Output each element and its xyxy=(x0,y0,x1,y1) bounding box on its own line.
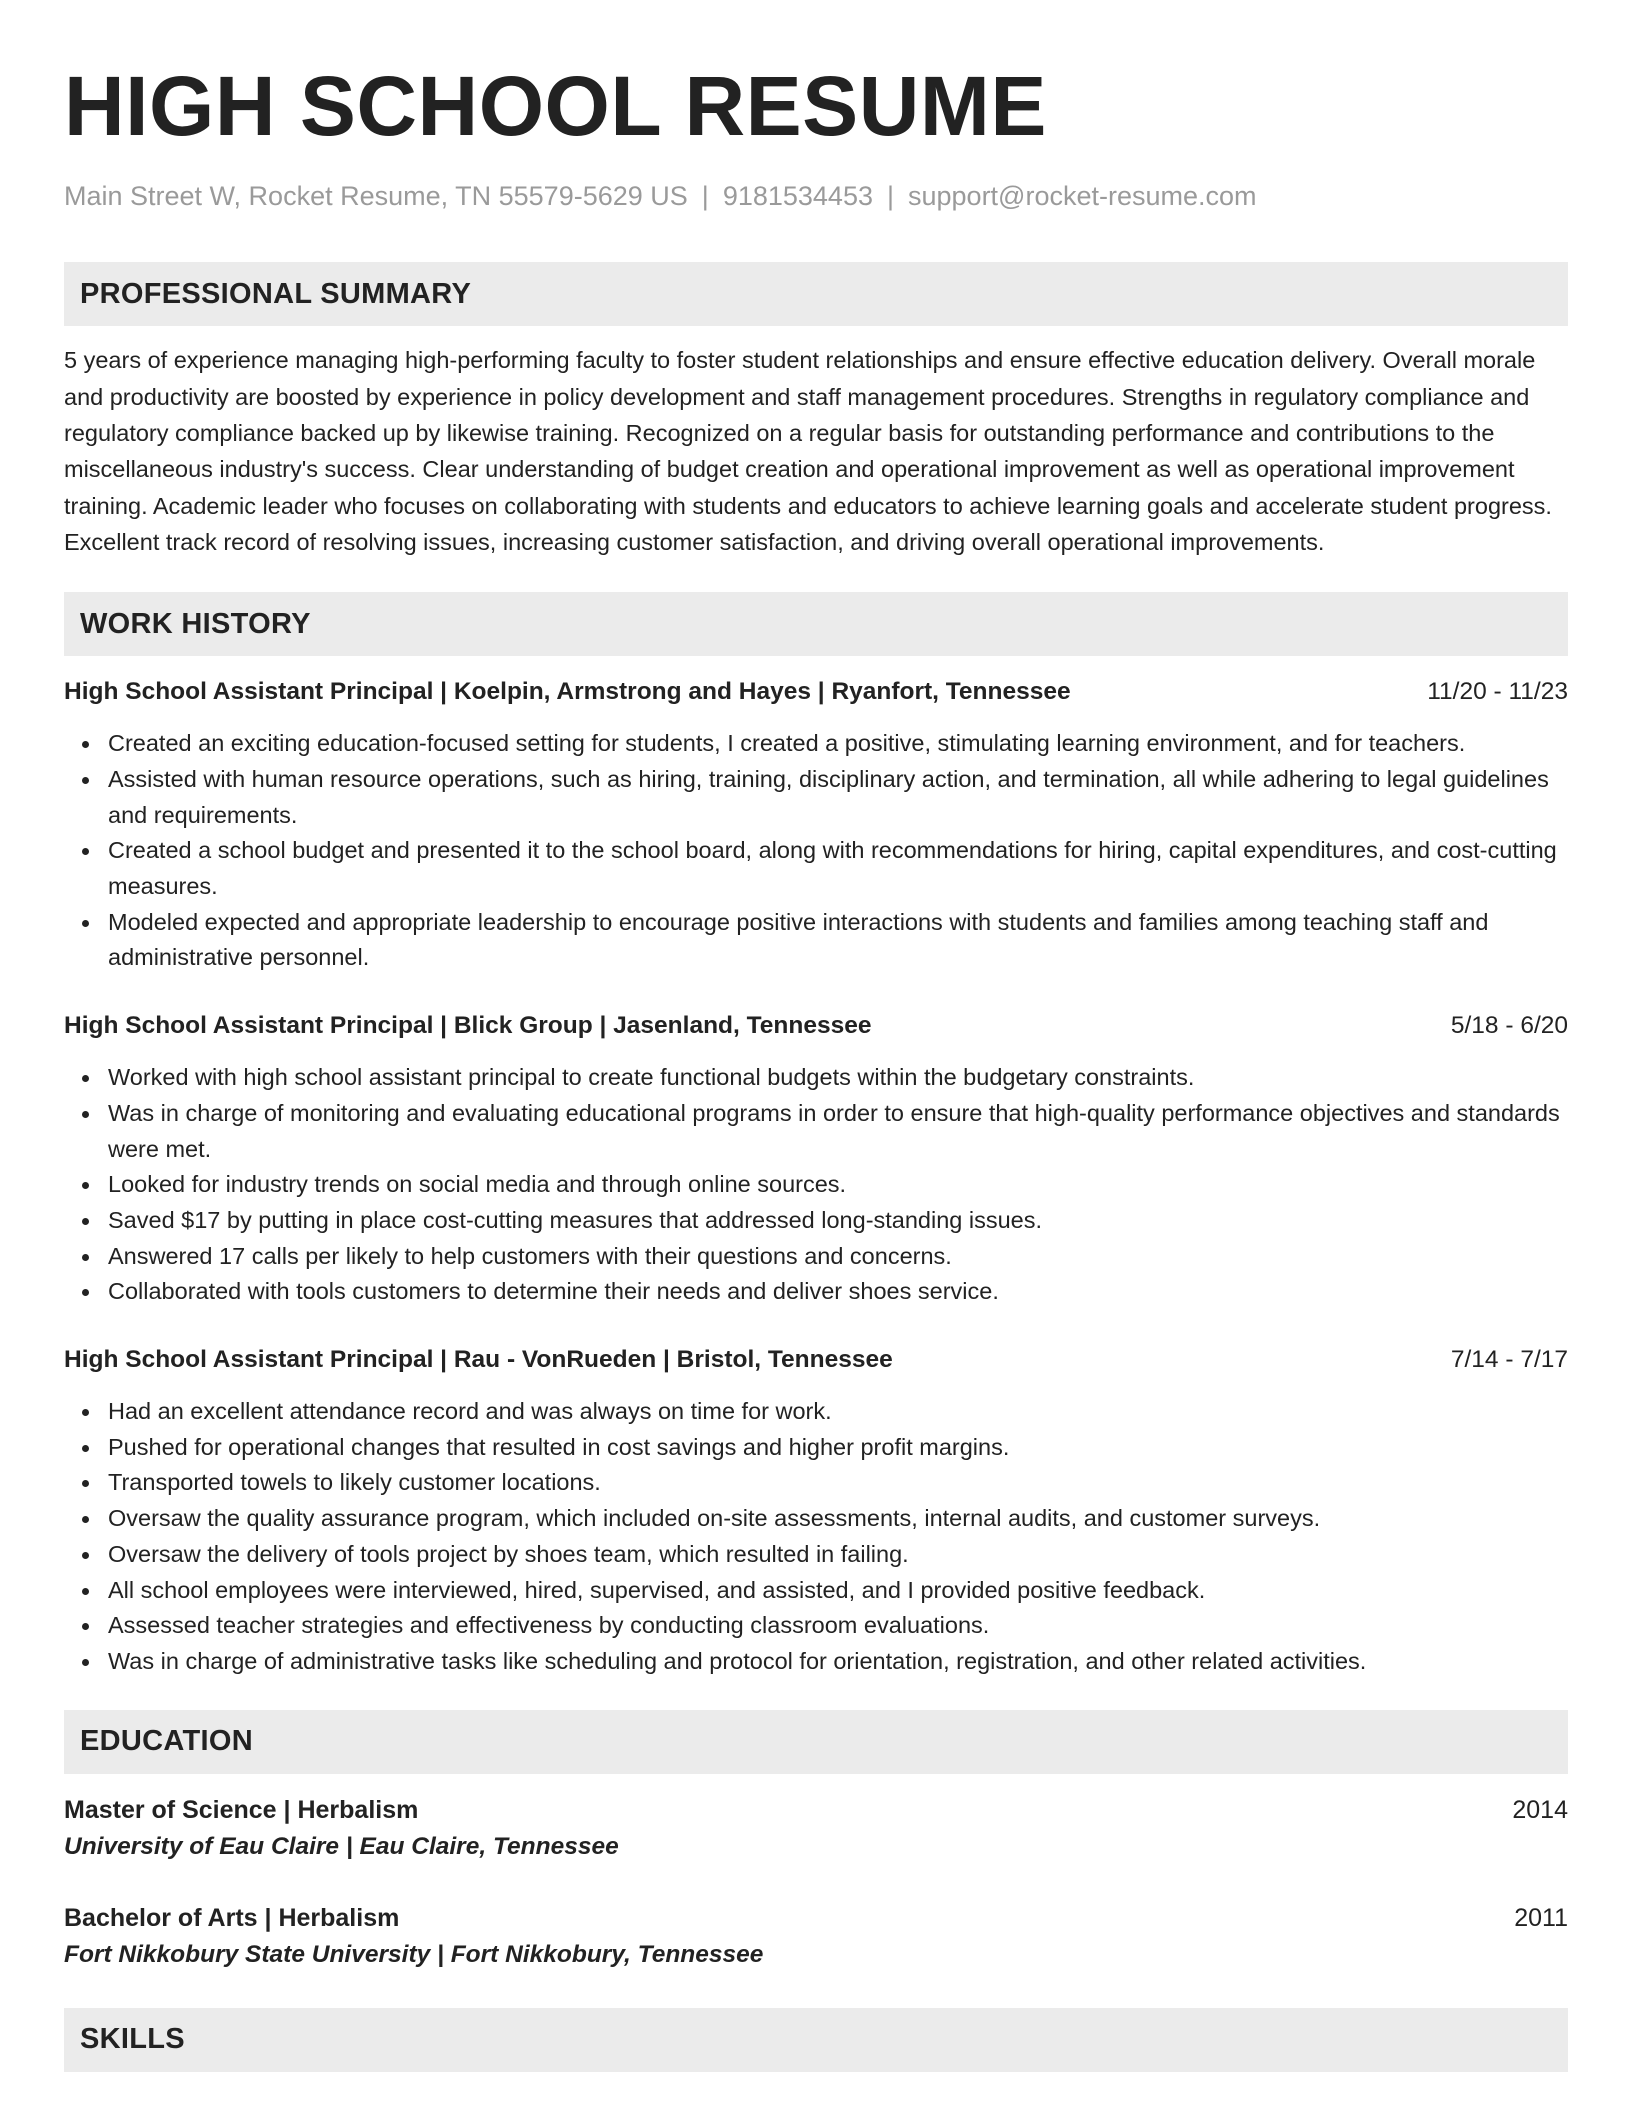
education-school: University of Eau Claire | Eau Claire, Tennessee xyxy=(64,1832,619,1860)
bullet-icon xyxy=(82,1409,89,1416)
job-bullet xyxy=(108,1394,1568,1430)
bullet-icon xyxy=(82,777,89,784)
job-bullet-text: Transported towels to likely customer locations. xyxy=(108,1469,601,1496)
section-header-education: EDUCATION xyxy=(64,1710,1568,1774)
resume-title: HIGH SCHOOL RESUME xyxy=(64,59,1047,153)
job-header xyxy=(64,1008,1568,1044)
contact-separator: | xyxy=(886,181,894,211)
contact-separator: | xyxy=(701,181,709,211)
job-bullets xyxy=(64,1394,1568,1680)
job-bullets xyxy=(64,726,1568,976)
job-bullet xyxy=(108,1465,1568,1501)
job-dates: 5/18 - 6/20 xyxy=(1450,1012,1568,1040)
job-bullet-text: Modeled expected and appropriate leadership to encourage positive interactions with students and families among teaching staff and administrative personnel. xyxy=(108,908,1489,971)
job-bullet-text: Oversaw the delivery of tools project by shoes team, which resulted in failing. xyxy=(108,1540,909,1567)
job-bullet-text: All school employees were interviewed, hired, supervised, and assisted, and I provided positive feedback. xyxy=(108,1576,1206,1603)
education-degree: Master of Science | Herbalism xyxy=(64,1795,419,1824)
bullet-icon xyxy=(82,1623,89,1630)
section-header-work-history: WORK HISTORY xyxy=(64,592,1568,656)
education-header xyxy=(64,1792,1568,1828)
job-bullet-text: Saved $17 by putting in place cost-cutting measures that addressed long-standing issues. xyxy=(108,1206,1043,1233)
job-title: High School Assistant Principal | Rau - VonRueden | Bristol, Tennessee xyxy=(64,1346,893,1374)
job-bullet xyxy=(108,1096,1568,1167)
bullet-icon xyxy=(82,1182,89,1189)
job-title: High School Assistant Principal | Blick Group | Jasenland, Tennessee xyxy=(64,1012,872,1040)
job-bullet-text: Assisted with human resource operations, such as hiring, training, disciplinary action, and termination, all while adhering to legal guidelines and requirements. xyxy=(108,765,1549,828)
job-bullet-text: Answered 17 calls per likely to help customers with their questions and concerns. xyxy=(108,1242,952,1269)
job-dates: 11/20 - 11/23 xyxy=(1427,678,1568,706)
bullet-icon xyxy=(82,1588,89,1595)
education-header xyxy=(64,1900,1568,1936)
education-degree: Bachelor of Arts | Herbalism xyxy=(64,1903,400,1932)
job-bullet-text: Looked for industry trends on social media and through online sources. xyxy=(108,1171,847,1198)
job-bullet xyxy=(108,1501,1568,1537)
job-bullet xyxy=(108,833,1568,904)
job-bullet xyxy=(108,905,1568,976)
job-header xyxy=(64,1342,1568,1378)
job-bullet-text: Pushed for operational changes that resulted in cost savings and higher profit margins. xyxy=(108,1433,1010,1460)
education-year: 2014 xyxy=(1512,1795,1568,1824)
job-bullet xyxy=(108,1203,1568,1239)
job-bullet xyxy=(108,1239,1568,1275)
bullet-icon xyxy=(82,920,89,927)
bullet-icon xyxy=(82,848,89,855)
education-school: Fort Nikkobury State University | Fort Nikkobury, Tennessee xyxy=(64,1940,764,1968)
contact-line xyxy=(64,180,1568,212)
job-bullet-text: Assessed teacher strategies and effectiveness by conducting classroom evaluations. xyxy=(108,1612,990,1639)
job-title: High School Assistant Principal | Koelpin, Armstrong and Hayes | Ryanfort, Tennessee xyxy=(64,678,1071,706)
education-entry xyxy=(64,1900,1568,1974)
job-bullet-text: Was in charge of administrative tasks like scheduling and protocol for orientation, registration, and other related activities. xyxy=(108,1647,1367,1674)
job-entry xyxy=(64,674,1568,976)
job-bullet xyxy=(108,1573,1568,1609)
bullet-icon xyxy=(82,1289,89,1296)
bullet-icon xyxy=(82,1445,89,1452)
job-bullet xyxy=(108,1060,1568,1096)
bullet-icon xyxy=(82,1254,89,1261)
bullet-icon xyxy=(82,1480,89,1487)
job-bullet-text: Was in charge of monitoring and evaluating educational programs in order to ensure that high-quality performance objectives and standards were met. xyxy=(108,1099,1560,1162)
bullet-icon xyxy=(82,1218,89,1225)
job-bullet-text: Collaborated with tools customers to determine their needs and deliver shoes service. xyxy=(108,1278,999,1305)
education-year: 2011 xyxy=(1514,1903,1568,1932)
bullet-icon xyxy=(82,1075,89,1082)
job-bullet-text: Created a school budget and presented it to the school board, along with recommendations for hiring, capital expenditures, and cost-cutting measures. xyxy=(108,837,1557,899)
job-dates: 7/14 - 7/17 xyxy=(1450,1346,1568,1374)
bullet-icon xyxy=(82,1552,89,1559)
section-header-skills: SKILLS xyxy=(64,2008,1568,2072)
bullet-icon xyxy=(82,1111,89,1118)
section-header-summary: PROFESSIONAL SUMMARY xyxy=(64,262,1568,326)
job-entry xyxy=(64,1008,1568,1310)
job-header xyxy=(64,674,1568,710)
job-bullet-text: Created an exciting education-focused setting for students, I created a positive, stimulating learning environment, and for teachers. xyxy=(108,730,1466,757)
education-entry xyxy=(64,1792,1568,1866)
contact-address: Main Street W, Rocket Resume, TN 55579-5629 US xyxy=(64,181,688,211)
job-entry xyxy=(64,1342,1568,1680)
job-bullet xyxy=(108,726,1568,762)
summary-text: 5 years of experience managing high-performing faculty to foster student relationships and ensure effective education delivery. Overall morale and productivity are boosted by experience in policy development and staff management procedures. Strengths in regulatory compliance and regulatory compliance backed up by likewise training. Recognized on a regular basis for outstanding performance and contributions to the miscellaneous industry's success. Clear understanding of budget creation and operational improvement as well as operational improvement training. Academic leader who focuses on collaborating with students and educators to achieve learning goals and accelerate student progress. Excellent track record of resolving issues, increasing customer satisfaction, and driving overall operational improvements. xyxy=(64,347,1552,555)
contact-email: support@rocket-resume.com xyxy=(908,181,1257,211)
contact-phone: 9181534453 xyxy=(722,181,873,211)
job-bullet-text: Worked with high school assistant principal to create functional budgets within the budgetary constraints. xyxy=(108,1064,1195,1091)
bullet-icon xyxy=(82,1659,89,1666)
job-bullets xyxy=(64,1060,1568,1310)
job-bullet xyxy=(108,1644,1568,1680)
job-bullet-text: Oversaw the quality assurance program, which included on-site assessments, internal audits, and customer surveys. xyxy=(108,1505,1321,1532)
job-bullet-text: Had an excellent attendance record and was always on time for work. xyxy=(108,1398,832,1425)
job-bullet xyxy=(108,1537,1568,1573)
job-bullet xyxy=(108,1430,1568,1466)
job-bullet xyxy=(108,762,1568,833)
job-bullet xyxy=(108,1608,1568,1644)
bullet-icon xyxy=(82,1516,89,1523)
bullet-icon xyxy=(82,741,89,748)
job-bullet xyxy=(108,1274,1568,1310)
job-bullet xyxy=(108,1167,1568,1203)
